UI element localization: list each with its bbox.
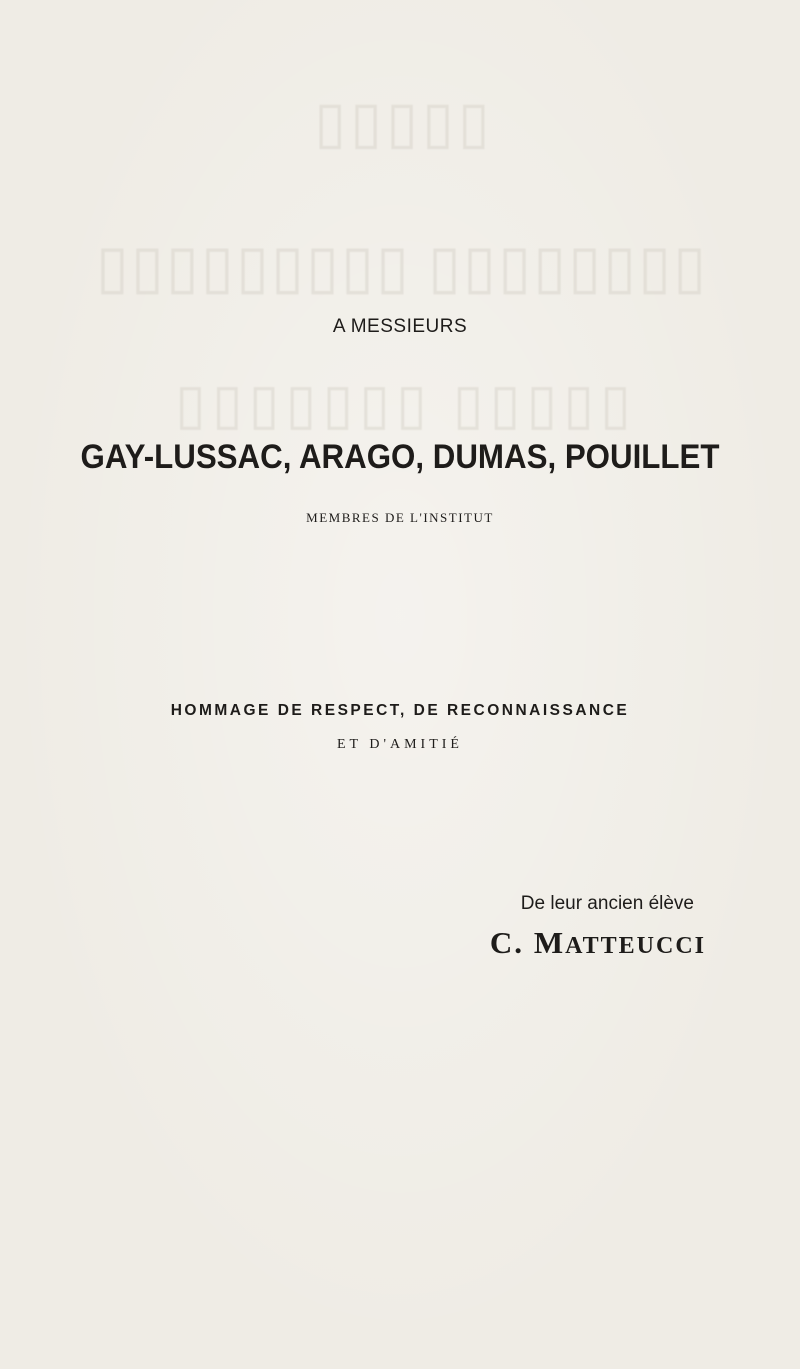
- author-initial: C.: [489, 925, 525, 960]
- dedication-salutation: A MESSIEURS: [332, 316, 468, 337]
- homage-line-2: ET D'AMITIÉ: [337, 737, 463, 752]
- dedicatee-names: GAY-LUSSAC, ARAGO, DUMAS, POUILLET: [80, 438, 720, 476]
- signature-from: De leur ancien élève: [520, 893, 694, 914]
- bleed-through-subheading: ▯▯▯▯▯ ▯▯▯▯▯▯▯: [169, 374, 631, 436]
- author-name: [490, 925, 706, 961]
- author-surname-rest: ATTEUCCI: [565, 933, 706, 959]
- bleed-through-title: ▯▯▯▯▯: [310, 90, 490, 155]
- dedicatee-affiliation: MEMBRES DE L'INSTITUT: [306, 510, 494, 525]
- author-surname-first-letter: M: [533, 925, 566, 960]
- bleed-through-heading: ▯▯▯▯▯▯▯▯ ▯▯▯▯▯▯▯▯▯: [93, 234, 707, 300]
- homage-line-1: HOMMAGE DE RESPECT, DE RECONNAISSANCE: [170, 702, 630, 719]
